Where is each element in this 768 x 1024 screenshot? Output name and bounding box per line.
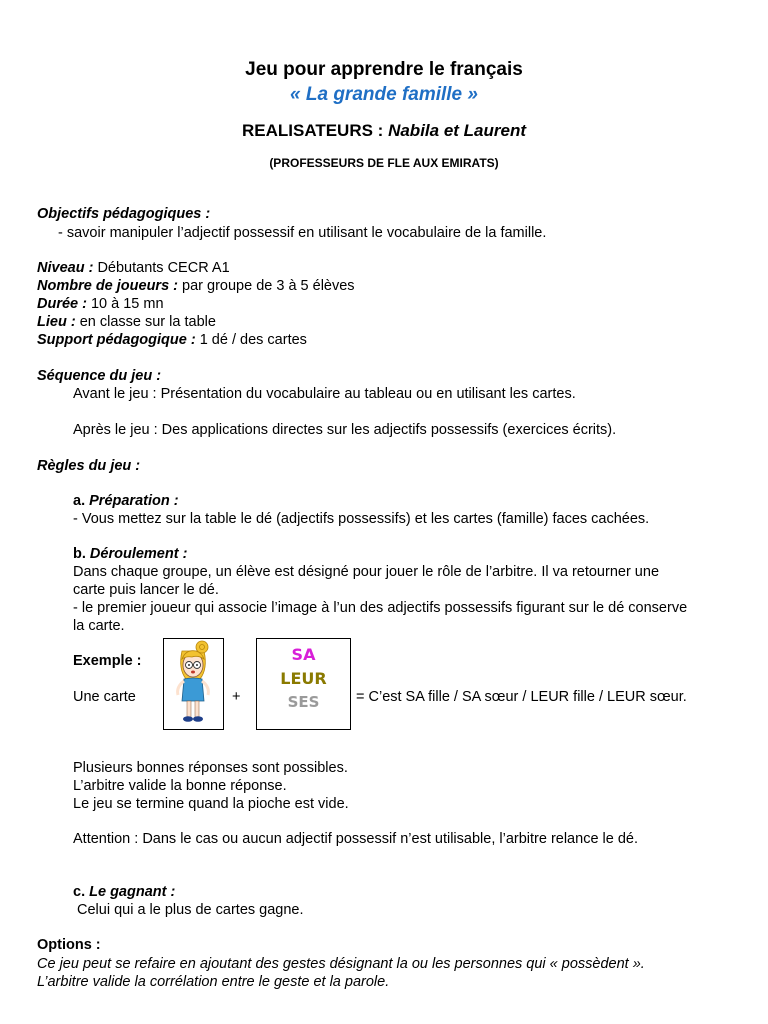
note-line-2: L’arbitre valide la bonne réponse.	[73, 778, 287, 794]
info-players-value: par groupe de 3 à 5 élèves	[178, 278, 355, 294]
info-support-value: 1 dé / des cartes	[195, 332, 307, 348]
deroulement-line-4: la carte.	[73, 618, 125, 634]
preparation-heading	[73, 492, 179, 510]
note-line-1: Plusieurs bonnes réponses sont possibles.	[73, 760, 348, 776]
sequence-after: Après le jeu : Des applications directes sur les adjectifs possessifs (exercices écrits).	[73, 422, 617, 438]
winner-label: Le gagnant :	[89, 884, 176, 900]
document-title: Jeu pour apprendre le français	[245, 59, 523, 80]
info-support-label: Support pédagogique :	[37, 332, 196, 348]
info-duration	[37, 295, 164, 313]
die-word-ses: SES	[287, 693, 320, 711]
authors-label: REALISATEURS :	[241, 121, 384, 140]
winner-heading	[73, 883, 175, 901]
preparation-prefix: a.	[73, 493, 86, 509]
info-place-label: Lieu :	[37, 314, 76, 330]
info-players-label: Nombre de joueurs :	[37, 278, 178, 294]
sequence-label: Séquence du jeu :	[37, 368, 162, 384]
die-word-sa: SA	[291, 645, 316, 664]
authors-note: (PROFESSEURS DE FLE AUX EMIRATS)	[269, 156, 499, 170]
girl-illustration	[164, 639, 223, 729]
info-duration-label: Durée :	[37, 296, 87, 312]
deroulement-line-1: Dans chaque groupe, un élève est désigné pour jouer le rôle de l’arbitre. Il va retourner une	[73, 564, 660, 580]
deroulement-heading	[73, 545, 187, 563]
deroulement-label: Déroulement :	[89, 546, 188, 562]
info-level-label: Niveau :	[37, 260, 94, 276]
plus-sign: +	[232, 689, 241, 705]
info-place-value: en classe sur la table	[75, 314, 216, 330]
deroulement-line-3: - le premier joueur qui associe l’image à l’un des adjectifs possessifs figurant sur le dé conserve	[73, 600, 688, 616]
authors-names: Nabila et Laurent	[388, 121, 526, 140]
example-label: Exemple :	[73, 653, 142, 669]
winner-prefix: c.	[73, 884, 86, 900]
objectives-item: - savoir manipuler l’adjectif possessif en utilisant le vocabulaire de la famille.	[58, 225, 547, 241]
winner-text: Celui qui a le plus de cartes gagne.	[77, 902, 304, 918]
info-players	[37, 277, 355, 295]
options-label: Options :	[37, 937, 101, 953]
authors-line	[0, 120, 768, 142]
note-attention: Attention : Dans le cas ou aucun adjectif possessif n’est utilisable, l’arbitre relance le dé.	[73, 831, 639, 847]
info-level-value: Débutants CECR A1	[93, 260, 230, 276]
document-subtitle: « La grande famille »	[290, 84, 478, 105]
preparation-text: - Vous mettez sur la table le dé (adjectifs possessifs) et les cartes (famille) faces cachées.	[73, 511, 650, 527]
example-result: = C’est SA fille / SA sœur / LEUR fille / LEUR sœur.	[356, 689, 687, 705]
deroulement-line-2: carte puis lancer le dé.	[73, 582, 219, 598]
die-word-leur: LEUR	[280, 669, 327, 688]
info-duration-value: 10 à 15 mn	[86, 296, 164, 312]
options-line-2: L’arbitre valide la corrélation entre le geste et la parole.	[37, 974, 390, 990]
note-line-3: Le jeu se termine quand la pioche est vide.	[73, 796, 349, 812]
info-level	[37, 259, 230, 277]
sequence-before: Avant le jeu : Présentation du vocabulaire au tableau ou en utilisant les cartes.	[73, 386, 576, 402]
die-face	[256, 638, 351, 730]
objectives-label: Objectifs pédagogiques :	[37, 206, 211, 222]
rules-label: Règles du jeu :	[37, 458, 141, 474]
preparation-label: Préparation :	[89, 493, 179, 509]
family-card	[163, 638, 224, 730]
deroulement-prefix: b.	[73, 546, 86, 562]
example-card-label: Une carte	[73, 689, 136, 705]
options-line-1: Ce jeu peut se refaire en ajoutant des gestes désignant la ou les personnes qui « possèdent ».	[37, 956, 645, 972]
info-place	[37, 313, 216, 331]
info-support	[37, 331, 307, 349]
